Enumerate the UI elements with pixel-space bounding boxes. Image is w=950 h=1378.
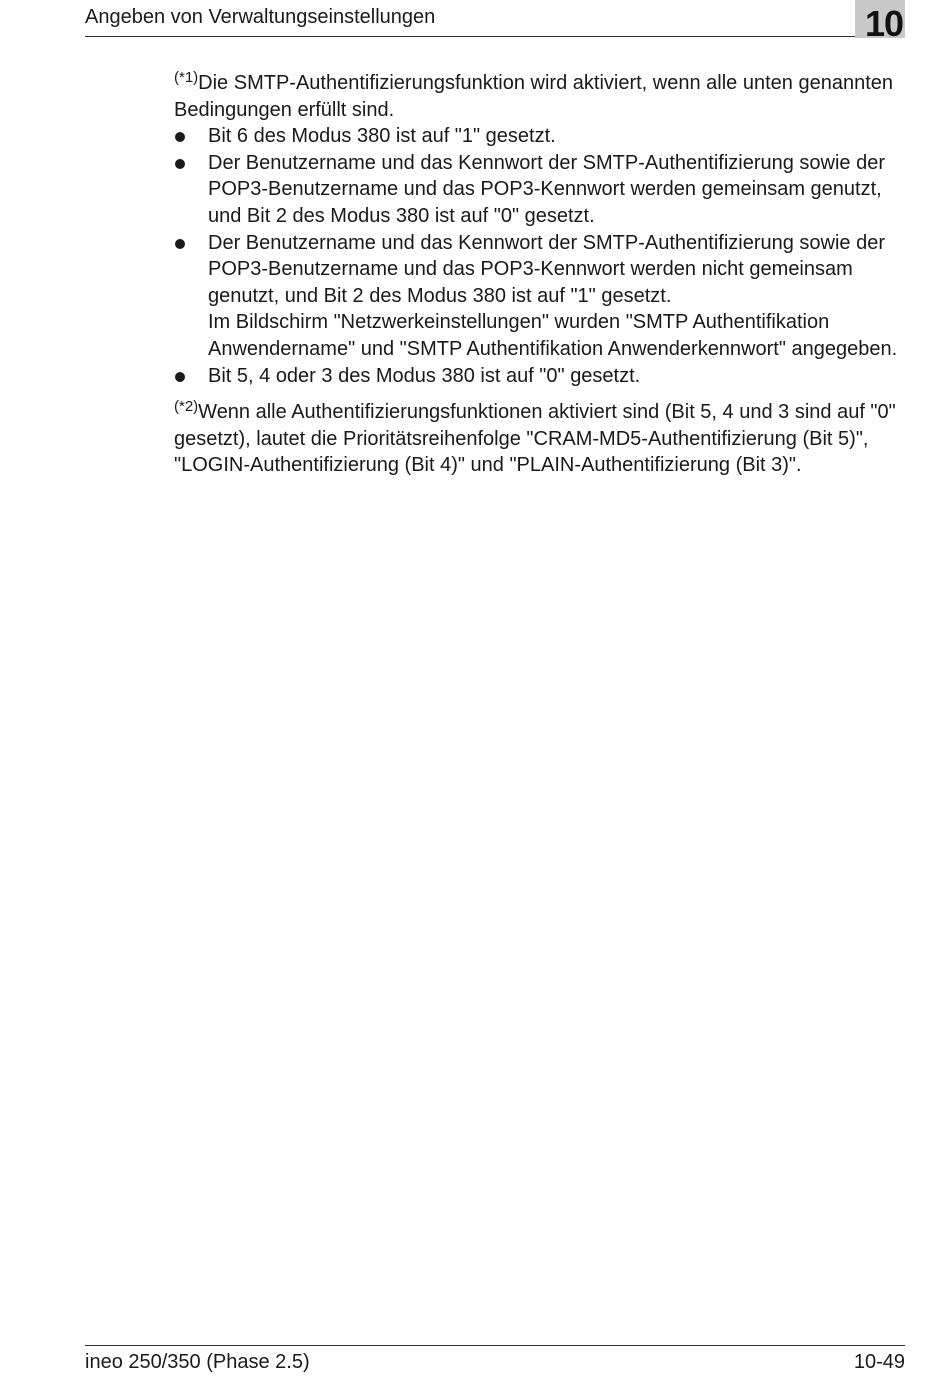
list-item [174,150,904,230]
main-content [174,70,904,479]
list-item-text: Der Benutzername und das Kennwort der SMTP-Authentifizierung sowie der POP3-Benutzername und das POP3-Kennwort werden gemeinsam genutzt, und Bit 2 des Modus 380 ist auf "0" gesetzt. [208,151,886,227]
footnote-2 [174,399,904,479]
page-header-title: Angeben von Verwaltungseinstellungen [85,6,436,28]
chapter-number: 10 [864,3,903,44]
footer-divider [85,1345,905,1346]
list-item-text: Bit 6 des Modus 380 ist auf "1" gesetzt. [208,125,556,148]
list-item [174,363,904,390]
footer-product-name: ineo 250/350 (Phase 2.5) [85,1351,310,1373]
chapter-tab [855,0,905,44]
conditions-list [174,123,904,389]
list-item [174,230,904,363]
bullet-icon [175,239,185,249]
footnote-2-text: Wenn alle Authentifizierungsfunktionen aktiviert sind (Bit 5, 4 und 3 sind auf "0" gesetzt), lautet die Prioritätsreihenfolge "CRAM-MD5-Authentifizierung (Bit 5)", "LOGIN-Authentifizierung (Bit 4)" und "PLAIN-Authentifizierung (Bit 3)". [174,401,896,477]
bullet-icon [175,159,185,169]
bullet-icon [175,372,185,382]
footnote-1-intro: Die SMTP-Authentifizierungsfunktion wird aktiviert, wenn alle unten genannten Bedingungen erfüllt sind. [174,72,893,121]
footnote-2-mark: (*2) [174,398,199,416]
bullet-icon [175,132,185,142]
footnote-1-mark: (*1) [174,69,199,86]
list-item-text: Bit 5, 4 oder 3 des Modus 380 ist auf "0" gesetzt. [208,364,641,387]
page-number: 10-49 [853,1351,905,1373]
header-divider [85,36,905,37]
list-item [174,123,904,150]
footnote-1 [174,70,904,123]
list-item-extra-text: Im Bildschirm "Netzwerkeinstellungen" wurden "SMTP Authentifikation Anwendername" und "SMTP Authentifikation Anwenderkennwort" angegeben. [208,311,898,360]
list-item-text: Der Benutzername und das Kennwort der SMTP-Authentifizierung sowie der POP3-Benutzername und das POP3-Kennwort werden nicht gemeinsam genutzt, und Bit 2 des Modus 380 ist auf "1" gesetzt. [208,231,886,307]
